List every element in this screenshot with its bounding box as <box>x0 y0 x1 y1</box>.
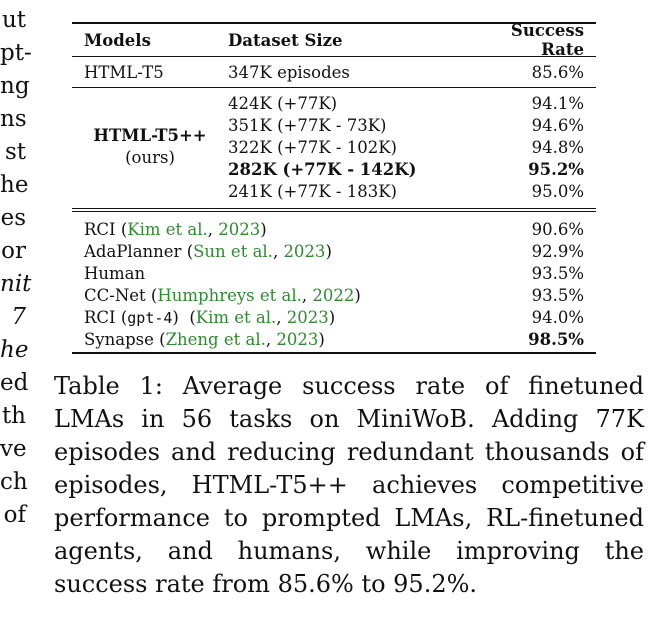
dataset-cell: 282K (+77K - 142K) <box>228 159 417 179</box>
rate-cell: 94.1% <box>531 93 584 113</box>
baseline-model-variant: gpt-4 <box>127 308 173 327</box>
left-fragment: he <box>0 337 29 363</box>
html-t5pp-label <box>72 92 228 202</box>
baseline-model-cell: AdaPlanner (Sun et al., 2023) <box>84 241 332 261</box>
baseline-model-cell: CC-Net (Humphreys et al., 2022) <box>84 285 361 305</box>
rate-cell: 90.6% <box>531 219 584 239</box>
dataset-cell: 322K (+77K - 102K) <box>228 137 397 157</box>
baseline-name: Synapse <box>84 329 154 349</box>
left-fragment: ve <box>0 436 27 462</box>
left-fragment: ns <box>0 106 27 132</box>
rate-html-t5: 85.6% <box>531 62 584 82</box>
table-row-baseline <box>72 284 596 306</box>
left-fragment: ut <box>1 7 26 33</box>
table-row-html-t5pp <box>228 114 596 136</box>
table-row-html-t5pp <box>228 136 596 158</box>
html-t5pp-rows <box>228 92 596 202</box>
header-models: Models <box>84 30 151 50</box>
citation-year: 2023 <box>286 307 329 327</box>
rate-cell: 98.5% <box>528 329 584 349</box>
baseline-rows <box>72 212 596 352</box>
baseline-model-cell <box>72 264 466 283</box>
baseline-model-cell: RCI (Kim et al., 2023) <box>84 219 267 239</box>
left-fragment: pt- <box>0 40 32 66</box>
table-row-html-t5pp <box>228 158 596 180</box>
citation-year: 2023 <box>218 219 261 239</box>
model-html-t5pp: HTML-T5++ <box>93 126 207 145</box>
left-fragment: th <box>1 403 26 429</box>
rate-cell: 93.5% <box>531 263 584 283</box>
citation-year: 2022 <box>312 285 355 305</box>
rate-cell: 94.8% <box>531 137 584 157</box>
baseline-name: CC-Net <box>84 285 146 305</box>
baseline-name: RCI <box>84 219 116 239</box>
table-caption: Table 1: Average success rate of finetuned LMAs in 56 tasks on MiniWoB. Adding 77K episodes and reducing redundant thousands of episodes, HTML-T5++ achieves competitive performance to prompted LMAs, RL-finetuned agents, and humans, while improving the success rate from 85.6% to 95.2%. <box>54 372 644 598</box>
header-dataset-size: Dataset Size <box>228 30 343 50</box>
left-fragment: ch <box>0 469 28 495</box>
citation-author: Kim et al. <box>195 307 277 327</box>
baseline-name: Human <box>84 263 146 283</box>
table-row-baseline <box>72 240 596 262</box>
baseline-model-cell: Synapse (Zheng et al., 2023) <box>84 329 325 349</box>
citation-author: Sun et al. <box>193 241 273 261</box>
dataset-cell: 241K (+77K - 183K) <box>228 181 397 201</box>
left-column-fragments <box>0 4 32 532</box>
citation-author: Zheng et al. <box>165 329 266 349</box>
left-fragment: of <box>3 502 26 528</box>
header-success-rate: Success Rate <box>510 21 584 59</box>
table-row-baseline <box>72 218 596 240</box>
results-table <box>72 22 596 354</box>
rate-cell: 95.2% <box>528 159 584 179</box>
table-row-baseline <box>72 328 596 350</box>
dataset-cell: 424K (+77K) <box>228 93 338 113</box>
rate-cell: 93.5% <box>531 285 584 305</box>
left-fragment: ed <box>0 370 29 396</box>
citation-year: 2023 <box>283 241 326 261</box>
rate-cell: 95.0% <box>531 181 584 201</box>
table-row-html-t5 <box>72 57 596 87</box>
table-row-html-t5pp <box>228 180 596 202</box>
citation-year: 2023 <box>276 329 319 349</box>
baseline-name: AdaPlanner <box>84 241 182 261</box>
left-fragment: nit <box>0 271 32 297</box>
html-t5pp-group <box>72 88 596 208</box>
rate-cell: 94.6% <box>531 115 584 135</box>
citation-author: Humphreys et al. <box>157 285 302 305</box>
baseline-model-cell: RCI (gpt-4) (Kim et al., 2023) <box>84 307 336 327</box>
dataset-html-t5: 347K episodes <box>228 62 350 82</box>
baseline-name: RCI <box>84 307 116 327</box>
rate-cell: 94.0% <box>531 307 584 327</box>
bottom-rule <box>72 352 596 354</box>
left-fragment: 7 <box>11 304 26 330</box>
rate-cell: 92.9% <box>531 241 584 261</box>
left-fragment: or <box>1 238 26 264</box>
left-fragment: es <box>0 205 26 231</box>
model-html-t5: HTML-T5 <box>84 62 164 82</box>
table-row-html-t5pp <box>228 92 596 114</box>
model-html-t5pp-sub: (ours) <box>125 148 175 167</box>
citation-author: Kim et al. <box>127 219 208 239</box>
table-row-baseline <box>72 262 596 284</box>
table-header-row <box>72 21 596 59</box>
left-fragment: st <box>4 139 26 165</box>
table-row-baseline <box>72 306 596 328</box>
left-fragment: ng <box>0 73 30 99</box>
dataset-cell: 351K (+77K - 73K) <box>228 115 387 135</box>
left-fragment: he <box>0 172 29 198</box>
